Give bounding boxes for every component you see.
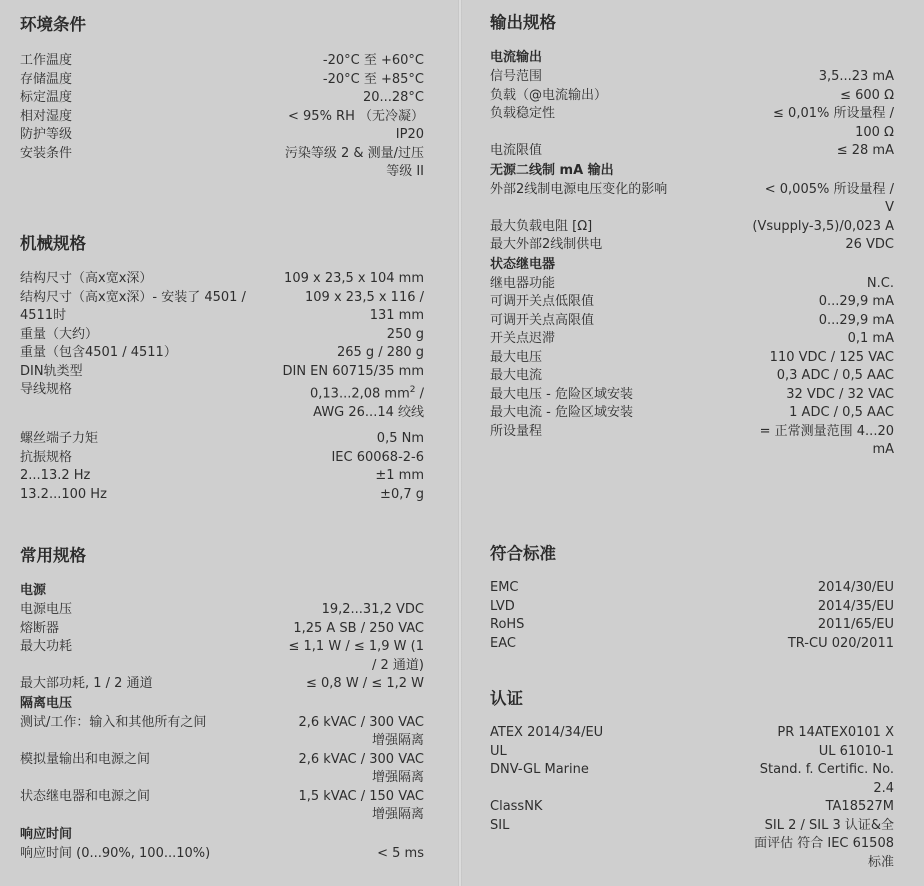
spec-label: 最大外部2线制供电 bbox=[490, 237, 603, 252]
spec-label: 信号范围 bbox=[490, 69, 543, 84]
spec-row bbox=[490, 142, 894, 161]
spec-label: 工作温度 bbox=[20, 53, 73, 68]
spec-label: ClassNK bbox=[490, 799, 543, 814]
spec-row bbox=[490, 761, 894, 798]
spec-row bbox=[490, 579, 894, 598]
spec-value: ≤ 1,1 W / ≤ 1,9 W (1 / 2 通道) bbox=[288, 639, 424, 673]
spec-row bbox=[20, 52, 424, 71]
section-title: 机械规格 bbox=[20, 234, 86, 253]
spec-value: IP20 bbox=[395, 127, 424, 142]
subsection-title: 隔离电压 bbox=[20, 695, 73, 711]
spec-row bbox=[20, 381, 424, 422]
spec-label: 测试/工作：输入和其他所有之间 bbox=[20, 714, 207, 730]
spec-label: 外部2线制电源电压变化的影响 bbox=[490, 181, 668, 197]
spec-label: 存储温度 bbox=[20, 71, 73, 87]
spec-row bbox=[20, 449, 424, 468]
spec-value: UL 61010-1 bbox=[818, 743, 894, 759]
spec-row bbox=[490, 105, 894, 142]
spec-value: TR-CU 020/2011 bbox=[787, 635, 894, 651]
wire-size-text: 0,13...2,08 mm bbox=[310, 386, 410, 402]
spec-value: < 95% RH （无冷凝） bbox=[288, 108, 424, 124]
spec-value: Stand. f. Certific. No. 2.4 bbox=[759, 762, 894, 796]
spec-value: 20...28°C bbox=[362, 90, 424, 105]
spec-value: 19,2...31,2 VDC bbox=[321, 602, 424, 617]
spec-value: 0,5 Nm bbox=[376, 431, 424, 447]
column-divider bbox=[458, 0, 462, 886]
spec-label: DIN轨类型 bbox=[20, 363, 83, 379]
spec-value: 3,5...23 mA bbox=[818, 69, 894, 84]
spec-row bbox=[490, 236, 894, 255]
spec-row bbox=[490, 68, 894, 87]
spec-value: 265 g / 280 g bbox=[336, 345, 424, 360]
spec-row bbox=[20, 145, 424, 182]
spec-row bbox=[20, 108, 424, 127]
spec-label: 电流限值 bbox=[490, 143, 543, 158]
spec-row bbox=[490, 635, 894, 654]
spec-row bbox=[490, 404, 894, 423]
spec-label: 电源电压 bbox=[20, 602, 73, 617]
section-conformity bbox=[490, 543, 894, 653]
spec-label: 响应时间 (0...90%, 100...10%) bbox=[20, 845, 211, 861]
spec-row bbox=[20, 486, 424, 505]
spec-row bbox=[20, 638, 424, 675]
spec-row bbox=[490, 312, 894, 331]
spec-value: 1 ADC / 0,5 AAC bbox=[789, 405, 894, 420]
spec-value: ≤ 600 Ω bbox=[840, 87, 894, 103]
spec-value: SIL 2 / SIL 3 认证&全面评估 符合 IEC 61508 标准 bbox=[754, 817, 894, 870]
section-common bbox=[20, 545, 424, 863]
spec-row bbox=[20, 71, 424, 90]
subsection-title: 电源 bbox=[20, 583, 47, 598]
spec-row bbox=[20, 344, 424, 363]
spec-value: 污染等级 2 & 测量/过压等级 II bbox=[284, 145, 424, 179]
spec-label: 熔断器 bbox=[20, 620, 60, 636]
spec-value: 2011/65/EU bbox=[817, 617, 894, 632]
spec-value bbox=[284, 381, 424, 422]
spec-row bbox=[490, 423, 894, 460]
spec-row bbox=[490, 330, 894, 349]
spec-value: TA18527M bbox=[825, 799, 894, 814]
spec-value: 2,6 kVAC / 300 VAC 增强隔离 bbox=[298, 714, 424, 748]
spec-label: 继电器功能 bbox=[490, 275, 556, 291]
spec-label: 螺丝端子力矩 bbox=[20, 431, 99, 447]
spec-label: EAC bbox=[490, 635, 516, 651]
spec-value: 2014/30/EU bbox=[817, 580, 894, 595]
spec-value: = 正常测量范围 4...20 mA bbox=[759, 423, 894, 457]
spec-label: SIL bbox=[490, 817, 510, 833]
spec-label: 结构尺寸（高x宽x深） bbox=[20, 271, 153, 286]
spec-value: 2014/35/EU bbox=[817, 598, 894, 614]
section-certification bbox=[490, 688, 894, 872]
wire-size-superscript: 2 bbox=[409, 385, 416, 395]
spec-value: DIN EN 60715/35 mm bbox=[282, 363, 424, 379]
spec-value: < 0,005% 所设量程 / V bbox=[764, 181, 894, 215]
spec-row bbox=[20, 289, 424, 326]
subsection-title: 无源二线制 mA 输出 bbox=[490, 162, 614, 178]
spec-label: DNV-GL Marine bbox=[490, 762, 589, 777]
spec-label: 最大功耗 bbox=[20, 639, 73, 654]
spec-row bbox=[490, 349, 894, 368]
spec-row bbox=[20, 845, 424, 864]
spec-row bbox=[490, 598, 894, 617]
spec-row bbox=[490, 798, 894, 817]
spec-row bbox=[20, 714, 424, 751]
spec-label: 安装条件 bbox=[20, 145, 73, 161]
section-title: 常用规格 bbox=[20, 546, 86, 565]
spec-row bbox=[20, 751, 424, 788]
spec-row bbox=[20, 270, 424, 289]
subsection-title: 电流输出 bbox=[490, 50, 543, 65]
spec-row bbox=[490, 87, 894, 106]
spec-value: 0...29,9 mA bbox=[818, 312, 894, 328]
spec-label: 所设量程 bbox=[490, 423, 543, 439]
spec-label: 防护等级 bbox=[20, 127, 73, 142]
spec-row bbox=[490, 616, 894, 635]
spec-label: ATEX 2014/34/EU bbox=[490, 725, 604, 740]
spec-label: 最大电压 bbox=[490, 349, 543, 365]
spec-row bbox=[490, 218, 894, 237]
spec-label: 最大电压 - 危险区域安装 bbox=[490, 386, 633, 402]
spec-row bbox=[490, 367, 894, 386]
wire-size-awg: / AWG 26...14 绞线 bbox=[313, 386, 424, 420]
spec-label: 重量（大约） bbox=[20, 326, 99, 342]
spec-value: 1,25 A SB / 250 VAC bbox=[293, 620, 424, 636]
subsection-title: 状态继电器 bbox=[490, 256, 556, 272]
spec-label: 负载（@电流输出） bbox=[490, 87, 608, 103]
spec-label: EMC bbox=[490, 580, 519, 595]
spec-row bbox=[20, 467, 424, 486]
spec-label: 最大电流 bbox=[490, 368, 543, 383]
spec-label: 13.2...100 Hz bbox=[20, 486, 107, 502]
spec-label: RoHS bbox=[490, 617, 525, 632]
section-title: 输出规格 bbox=[490, 13, 556, 32]
spec-value: 110 VDC / 125 VAC bbox=[769, 349, 894, 365]
spec-value: 109 x 23,5 x 116 / 131 mm bbox=[305, 289, 424, 323]
spec-value: -20°C 至 +60°C bbox=[322, 53, 424, 68]
spec-label: 结构尺寸（高x宽x深）- 安装了 4501 / 4511时 bbox=[20, 289, 246, 323]
spec-value: ±1 mm bbox=[375, 468, 424, 484]
spec-value: ≤ 0,01% 所设量程 / 100 Ω bbox=[773, 106, 894, 140]
spec-value: < 5 ms bbox=[377, 845, 424, 861]
spec-row bbox=[20, 326, 424, 345]
spec-row bbox=[490, 743, 894, 762]
spec-row bbox=[490, 275, 894, 294]
spec-label: 状态继电器和电源之间 bbox=[20, 788, 151, 804]
spec-value: 0...29,9 mA bbox=[818, 294, 894, 309]
spec-label: UL bbox=[490, 743, 507, 759]
spec-label: LVD bbox=[490, 598, 515, 614]
spec-value: ≤ 0,8 W / ≤ 1,2 W bbox=[305, 676, 424, 691]
spec-label: 重量（包含4501 / 4511） bbox=[20, 345, 177, 360]
spec-label: 相对湿度 bbox=[20, 108, 73, 124]
spec-value: (Vsupply-3,5)/0,023 A bbox=[752, 218, 894, 234]
spec-label: 2...13.2 Hz bbox=[20, 468, 91, 484]
section-output bbox=[490, 12, 894, 460]
spec-label: 可调开关点低限值 bbox=[490, 294, 595, 309]
spec-value: ≤ 28 mA bbox=[836, 143, 894, 158]
spec-label: 标定温度 bbox=[20, 90, 73, 105]
section-mechanical bbox=[20, 233, 424, 504]
section-title: 认证 bbox=[490, 689, 523, 708]
spec-row bbox=[490, 181, 894, 218]
spec-value: 0,3 ADC / 0,5 AAC bbox=[776, 368, 894, 383]
spec-value: N.C. bbox=[866, 275, 894, 291]
spec-row bbox=[490, 817, 894, 873]
section-environment bbox=[20, 14, 424, 182]
spec-value: 0,1 mA bbox=[847, 331, 894, 346]
spec-label: 开关点迟滞 bbox=[490, 331, 556, 346]
spec-value: PR 14ATEX0101 X bbox=[777, 725, 894, 740]
spec-label: 最大电流 - 危险区域安装 bbox=[490, 405, 633, 420]
spec-row bbox=[20, 601, 424, 620]
spec-row bbox=[20, 363, 424, 382]
section-title: 符合标准 bbox=[490, 544, 556, 563]
section-title: 环境条件 bbox=[20, 15, 86, 34]
spec-row bbox=[490, 386, 894, 405]
spec-row bbox=[20, 89, 424, 108]
spec-label: 抗振规格 bbox=[20, 449, 73, 465]
spec-value: 1,5 kVAC / 150 VAC 增强隔离 bbox=[298, 788, 424, 822]
spec-value: ±0,7 g bbox=[380, 486, 424, 502]
spec-label: 最大部功耗, 1 / 2 通道 bbox=[20, 676, 153, 691]
spec-value: 26 VDC bbox=[845, 237, 894, 252]
spec-row bbox=[20, 788, 424, 825]
spec-label: 可调开关点高限值 bbox=[490, 312, 595, 328]
spec-value: -20°C 至 +85°C bbox=[322, 71, 424, 87]
spec-value: 250 g bbox=[386, 326, 424, 342]
spec-label: 导线规格 bbox=[20, 382, 73, 397]
spec-row bbox=[20, 620, 424, 639]
spec-row bbox=[20, 126, 424, 145]
spec-value: 2,6 kVAC / 300 VAC 增强隔离 bbox=[298, 751, 424, 785]
subsection-title: 响应时间 bbox=[20, 826, 73, 842]
spec-label: 模拟量输出和电源之间 bbox=[20, 751, 151, 767]
spec-row bbox=[490, 293, 894, 312]
spec-value: 32 VDC / 32 VAC bbox=[786, 386, 894, 402]
spec-row bbox=[20, 675, 424, 694]
spec-value: 109 x 23,5 x 104 mm bbox=[284, 271, 424, 286]
spec-label: 负载稳定性 bbox=[490, 106, 556, 121]
spec-value: IEC 60068-2-6 bbox=[331, 449, 424, 465]
spec-row bbox=[490, 724, 894, 743]
spec-label: 最大负载电阻 [Ω] bbox=[490, 218, 593, 234]
spec-row bbox=[20, 430, 424, 449]
